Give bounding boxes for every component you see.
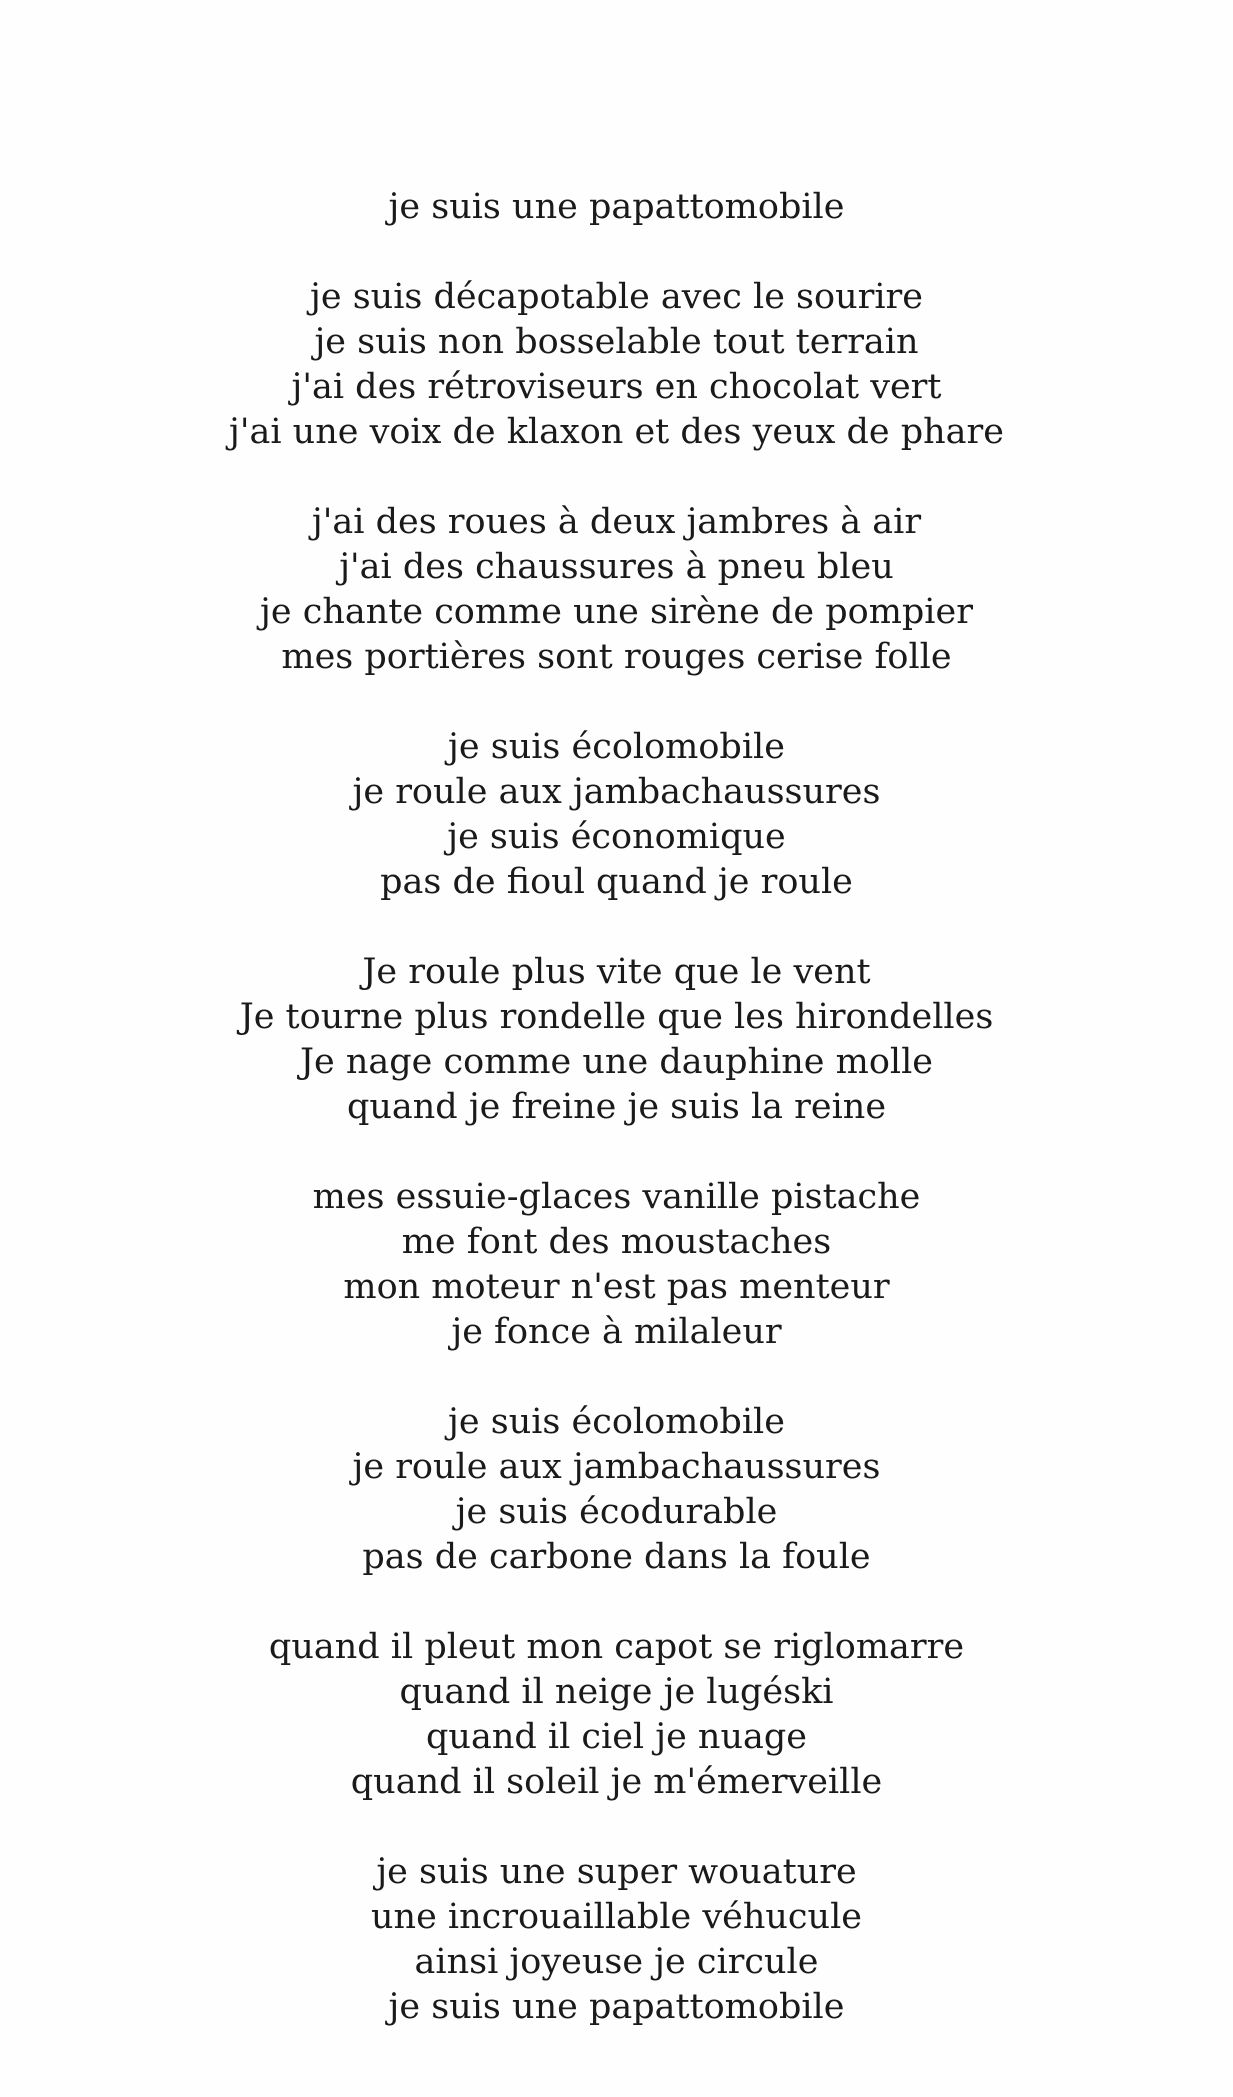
- verse-line: j'ai des chaussures à pneu bleu: [339, 547, 894, 587]
- verse-line: j'ai une voix de klaxon et des yeux de phare: [229, 412, 1004, 452]
- verse-line: mes essuie-glaces vanille pistache: [312, 1177, 921, 1217]
- poem-title: je suis une papattomobile: [388, 187, 845, 227]
- verse-line: je suis une papattomobile: [388, 1987, 845, 2027]
- verse-line: je suis une super wouature: [376, 1852, 857, 1892]
- verse-line: Je tourne plus rondelle que les hirondelles: [239, 997, 994, 1037]
- verse-line: pas de fioul quand je roule: [380, 862, 853, 902]
- verse-line: je suis économique: [447, 817, 786, 857]
- stanza: [0, 725, 1233, 905]
- stanza: [0, 1850, 1233, 2030]
- verse-line: je chante comme une sirène de pompier: [260, 592, 973, 632]
- verse-line: une incrouaillable véhucule: [371, 1897, 862, 1937]
- verse-line: je suis décapotable avec le sourire: [310, 277, 923, 317]
- verse-line: mon moteur n'est pas menteur: [343, 1267, 890, 1307]
- verse-line: je suis écodurable: [455, 1492, 778, 1532]
- verse-line: je suis non bosselable tout terrain: [314, 322, 919, 362]
- verse-line: ainsi joyeuse je circule: [414, 1942, 819, 1982]
- verse-line: Je nage comme une dauphine molle: [299, 1042, 934, 1082]
- stanza: [0, 1625, 1233, 1805]
- verse-line: mes portières sont rouges cerise folle: [281, 637, 952, 677]
- verse-line: je suis écolomobile: [448, 727, 785, 767]
- stanza: [0, 500, 1233, 680]
- verse-line: j'ai des roues à deux jambres à air: [311, 502, 922, 542]
- stanza: [0, 950, 1233, 1130]
- verse-line: quand il neige je lugéski: [399, 1672, 834, 1712]
- verse-line: je roule aux jambachaussures: [352, 772, 881, 812]
- verse-line: j'ai des rétroviseurs en chocolat vert: [291, 367, 942, 407]
- verse-line: quand il ciel je nuage: [426, 1717, 807, 1757]
- verse-line: me font des moustaches: [401, 1222, 832, 1262]
- stanza: [0, 275, 1233, 455]
- verse-line: je suis écolomobile: [448, 1402, 785, 1442]
- verse-line: je roule aux jambachaussures: [352, 1447, 881, 1487]
- verse-line: je fonce à milaleur: [451, 1312, 782, 1352]
- verse-line: Je roule plus vite que le vent: [362, 952, 871, 992]
- verse-line: quand il pleut mon capot se riglomarre: [268, 1627, 965, 1667]
- verse-line: quand il soleil je m'émerveille: [350, 1762, 883, 1802]
- stanza: [0, 1400, 1233, 1580]
- verse-line: quand je freine je suis la reine: [346, 1087, 887, 1127]
- poem: [0, 185, 1233, 2030]
- stanza: [0, 1175, 1233, 1355]
- verse-line: pas de carbone dans la foule: [362, 1537, 871, 1577]
